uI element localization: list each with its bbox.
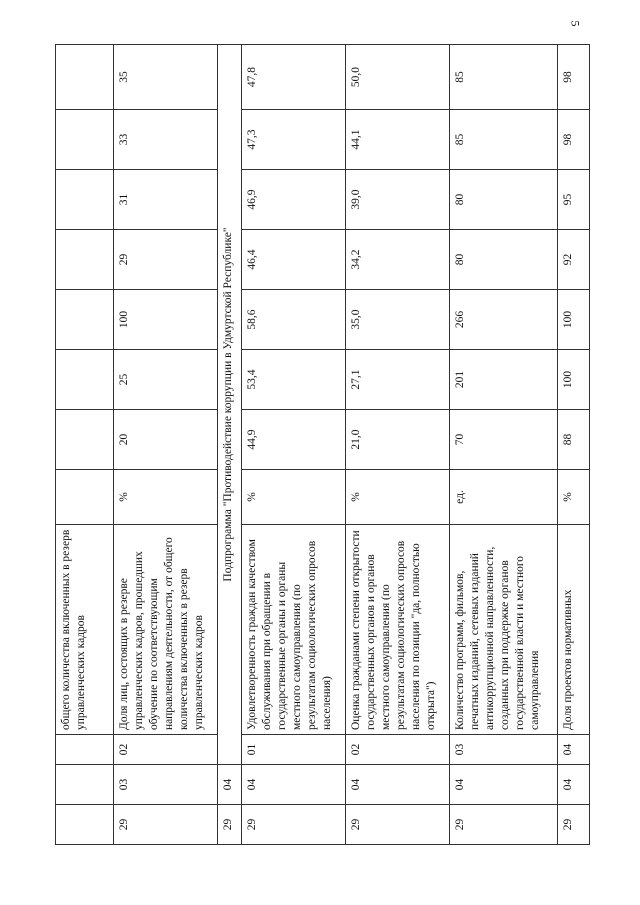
cell-c2: [56, 765, 114, 805]
cell-c3: 03: [450, 735, 558, 765]
cell-value: 35,0: [346, 290, 450, 350]
cell-description: Удовлетворенность граждан качеством обслуживания при обращении в государственные органы и органы местного самоуправления (по результатам социологических опросов населения): [242, 525, 346, 735]
cell-c1: 29: [218, 805, 242, 845]
table-row: [346, 45, 450, 845]
cell-value: 98: [558, 45, 590, 110]
cell-value: 95: [558, 170, 590, 230]
cell-value: 44,1: [346, 110, 450, 170]
cell-value: 25: [114, 350, 218, 410]
cell-unit: %: [242, 470, 346, 525]
cell-value: [56, 290, 114, 350]
cell-unit: %: [114, 470, 218, 525]
cell-value: 47,8: [242, 45, 346, 110]
cell-value: 70: [450, 410, 558, 470]
cell-value: 53,4: [242, 350, 346, 410]
cell-value: 88: [558, 410, 590, 470]
table-row: [450, 45, 558, 845]
cell-c2: 04: [218, 765, 242, 805]
cell-value: 266: [450, 290, 558, 350]
cell-description: Доля лиц, состоящих в резерве управленческих кадров, прошедших обучение по соответствующим направлениям деятельности, от общего количества включенных в резерв управленческих кадров: [114, 525, 218, 735]
cell-value: 27,1: [346, 350, 450, 410]
cell-description: Оценка гражданами степени открытости государственных органов и органов местного самоуправления (по результатам социологических опросов населения по позиции "да, полностью открыта"): [346, 525, 450, 735]
rotated-table-container: [55, 45, 600, 845]
cell-c2: 04: [450, 765, 558, 805]
cell-value: 21,0: [346, 410, 450, 470]
cell-unit: ед.: [450, 470, 558, 525]
cell-value: 58,6: [242, 290, 346, 350]
subprogram-title: Подпрограмма "Противодействие коррупции в Удмуртской Республике": [218, 45, 242, 765]
cell-value: 20: [114, 410, 218, 470]
cell-value: 100: [558, 290, 590, 350]
table-row: [56, 45, 114, 845]
cell-c1: [56, 805, 114, 845]
cell-value: 85: [450, 110, 558, 170]
cell-value: 85: [450, 45, 558, 110]
cell-c3: 04: [558, 735, 590, 765]
cell-value: 201: [450, 350, 558, 410]
cell-c2: 04: [558, 765, 590, 805]
cell-value: 80: [450, 170, 558, 230]
cell-unit: [56, 470, 114, 525]
cell-c1: 29: [242, 805, 346, 845]
cell-value: 100: [114, 290, 218, 350]
cell-value: 44,9: [242, 410, 346, 470]
cell-value: 39,0: [346, 170, 450, 230]
cell-value: [56, 350, 114, 410]
cell-unit: %: [558, 470, 590, 525]
cell-c2: 04: [242, 765, 346, 805]
cell-c1: 29: [450, 805, 558, 845]
cell-value: 100: [558, 350, 590, 410]
cell-c2: 04: [346, 765, 450, 805]
cell-description: Доля проектов нормативных: [558, 525, 590, 735]
cell-unit: %: [346, 470, 450, 525]
subprogram-row: [218, 45, 242, 845]
cell-description: Количество программ, фильмов, печатных изданий, сетевых изданий антикоррупционной направленности, созданных при поддержке органов государственной власти и местного самоуправления: [450, 525, 558, 735]
cell-value: 92: [558, 230, 590, 290]
cell-value: 47,3: [242, 110, 346, 170]
cell-c1: 29: [114, 805, 218, 845]
cell-c3: 02: [114, 735, 218, 765]
cell-c3: 02: [346, 735, 450, 765]
cell-c1: 29: [346, 805, 450, 845]
cell-value: [56, 410, 114, 470]
cell-value: 33: [114, 110, 218, 170]
cell-c1: 29: [558, 805, 590, 845]
cell-value: 31: [114, 170, 218, 230]
cell-c2: 03: [114, 765, 218, 805]
table-row: [558, 45, 590, 845]
cell-c3: 01: [242, 735, 346, 765]
page-number: 5: [568, 20, 583, 27]
indicators-table: [55, 44, 590, 845]
cell-value: [56, 170, 114, 230]
cell-value: 80: [450, 230, 558, 290]
cell-value: 98: [558, 110, 590, 170]
cell-c3: [56, 735, 114, 765]
cell-description: общего количества включенных в резерв управленческих кадров: [56, 525, 114, 735]
cell-value: 46,9: [242, 170, 346, 230]
cell-value: [56, 110, 114, 170]
cell-value: 46,4: [242, 230, 346, 290]
table-row: [114, 45, 218, 845]
cell-value: [56, 45, 114, 110]
cell-value: 34,2: [346, 230, 450, 290]
cell-value: 35: [114, 45, 218, 110]
table-row: [242, 45, 346, 845]
cell-value: [56, 230, 114, 290]
cell-value: 29: [114, 230, 218, 290]
cell-value: 50,0: [346, 45, 450, 110]
